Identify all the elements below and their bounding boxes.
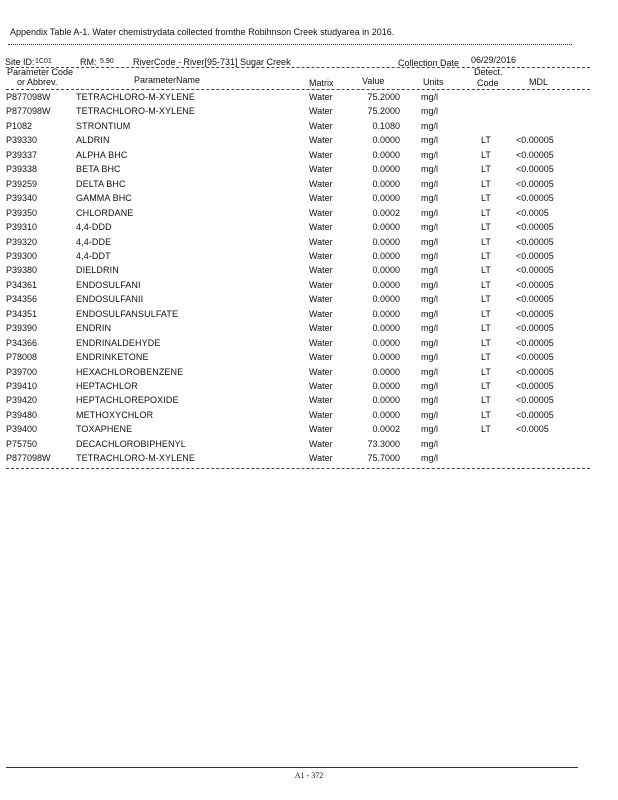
value-cell: 0.0002 [372, 207, 400, 218]
parameter-code-cell: P39259 [6, 178, 38, 189]
table-row [0, 265, 618, 279]
parameter-name-cell: TETRACHLORO-M-XYLENE [76, 106, 196, 117]
parameter-code-cell: P39300 [6, 250, 38, 261]
mdl-cell: <0.00005 [516, 294, 554, 305]
parameter-code-cell: P39410 [6, 381, 38, 391]
parameter-name-cell: TOXAPHENE [76, 424, 133, 435]
mdl-cell: <0.00005 [516, 222, 554, 233]
mdl-cell: <0.00005 [516, 250, 554, 261]
parameter-name-cell: 4,4-DDD [76, 222, 112, 233]
units-cell: mg/l [421, 438, 439, 449]
table-row [0, 251, 618, 265]
parameter-name-cell: HEPTACHLOR [76, 381, 138, 391]
parameter-code-cell: P39400 [6, 424, 38, 435]
parameter-name-cell: ENDRIN [76, 323, 112, 334]
units-cell: mg/l [421, 178, 439, 189]
table-row [0, 439, 618, 453]
table-row [0, 280, 618, 294]
parameter-code-cell: P34351 [6, 308, 38, 319]
value-cell: 0.0000 [372, 279, 400, 290]
parameter-name-cell: ENDRINALDEHYDE [76, 337, 161, 348]
matrix-cell: Water [309, 164, 333, 175]
mdl-cell: <0.00005 [516, 366, 554, 377]
parameter-code-cell: P39420 [6, 395, 38, 406]
detect-code-cell: LT [481, 236, 491, 247]
parameter-name-cell: DELTA BHC [76, 178, 126, 189]
value-cell: 0.0000 [372, 164, 400, 175]
units-cell: mg/l [421, 279, 439, 290]
detect-code-cell: LT [481, 337, 491, 348]
mdl-cell: <0.00005 [516, 352, 554, 363]
matrix-cell: Water [309, 236, 333, 247]
value-cell: 0.0000 [372, 352, 400, 363]
parameter-code-cell: P39390 [6, 323, 38, 334]
matrix-cell: Water [309, 279, 333, 290]
matrix-cell: Water [309, 395, 333, 406]
mdl-cell: <0.00005 [516, 149, 554, 160]
units-cell: mg/l [421, 424, 439, 435]
matrix-cell: Water [309, 106, 333, 117]
value-cell: 0.0000 [372, 265, 400, 276]
matrix-cell: Water [309, 453, 333, 464]
matrix-cell: Water [309, 323, 333, 334]
table-row [0, 193, 618, 207]
header-code-line1: Parameter Code [7, 67, 74, 77]
value-cell: 0.0000 [372, 366, 400, 377]
header-matrix: Matrix [309, 78, 334, 88]
collection-date-value: 06/29/2016 [471, 55, 517, 65]
mdl-cell: <0.00005 [516, 323, 554, 334]
value-cell: 73.3000 [367, 438, 400, 449]
header-value: Value [362, 76, 385, 86]
table-row [0, 410, 618, 424]
detect-code-cell: LT [481, 352, 491, 363]
value-cell: 0.0002 [372, 424, 400, 435]
site-id-label: Site ID: [5, 57, 35, 67]
detect-code-cell: LT [481, 294, 491, 305]
value-cell: 0.1080 [372, 120, 400, 131]
table-row [0, 323, 618, 337]
mdl-cell: <0.00005 [516, 279, 554, 290]
units-cell: mg/l [421, 250, 439, 261]
matrix-cell: Water [309, 135, 333, 146]
parameter-name-cell: ENDOSULFANII [76, 294, 144, 305]
table-row [0, 222, 618, 236]
detect-code-cell: LT [481, 193, 491, 204]
value-cell: 0.0000 [372, 236, 400, 247]
units-cell: mg/l [421, 265, 439, 276]
detect-code-cell: LT [481, 381, 491, 391]
parameter-name-cell: ALPHA BHC [76, 149, 128, 160]
mdl-cell: <0.00005 [516, 178, 554, 189]
table-row [0, 424, 618, 438]
value-cell: 0.0000 [372, 323, 400, 334]
value-cell: 0.0000 [372, 409, 400, 420]
units-cell: mg/l [421, 135, 439, 146]
parameter-code-cell: P39337 [6, 149, 38, 160]
value-cell: 0.0000 [372, 222, 400, 233]
parameter-code-cell: P877098W [6, 453, 51, 464]
matrix-cell: Water [309, 149, 333, 160]
site-id-value: 1C01 [35, 58, 52, 65]
parameter-code-cell: P34361 [6, 279, 38, 290]
parameter-name-cell: ENDOSULFANI [76, 279, 141, 290]
parameter-name-cell: HEXACHLOROBENZENE [76, 366, 184, 377]
table-row [0, 237, 618, 251]
matrix-cell: Water [309, 409, 333, 420]
matrix-cell: Water [309, 294, 333, 305]
value-cell: 0.0000 [372, 178, 400, 189]
parameter-name-cell: STRONTIUM [76, 120, 131, 131]
mdl-cell: <0.00005 [516, 409, 554, 420]
matrix-cell: Water [309, 381, 333, 391]
mdl-cell: <0.0005 [516, 207, 549, 218]
parameter-name-cell: ENDOSULFANSULFATE [76, 308, 179, 319]
units-cell: mg/l [421, 106, 439, 117]
value-cell: 0.0000 [372, 337, 400, 348]
header-units: Units [423, 77, 444, 87]
parameter-code-cell: P877098W [6, 92, 51, 102]
detect-code-cell: LT [481, 164, 491, 175]
value-cell: 0.0000 [372, 381, 400, 391]
table-row [0, 106, 618, 120]
parameter-code-cell: P34366 [6, 337, 38, 348]
parameter-name-cell: CHLORDANE [76, 207, 134, 218]
rm-value: 5.90 [100, 58, 114, 65]
parameter-code-cell: P39700 [6, 366, 38, 377]
parameter-name-cell: BETA BHC [76, 164, 121, 175]
value-cell: 0.0000 [372, 250, 400, 261]
units-cell: mg/l [421, 120, 439, 131]
mdl-cell: <0.0005 [516, 424, 549, 435]
mdl-cell: <0.00005 [516, 265, 554, 276]
matrix-cell: Water [309, 92, 333, 102]
matrix-cell: Water [309, 265, 333, 276]
table-row [0, 395, 618, 409]
parameter-name-cell: GAMMA BHC [76, 193, 132, 204]
units-cell: mg/l [421, 149, 439, 160]
table-row [0, 294, 618, 308]
units-cell: mg/l [421, 453, 439, 464]
table-bottom-divider [6, 468, 590, 469]
river-code: RiverCode - River[95-731] Sugar Creek [133, 57, 291, 67]
parameter-name-cell: ALDRIN [76, 135, 110, 146]
matrix-cell: Water [309, 250, 333, 261]
mdl-cell: <0.00005 [516, 135, 554, 146]
mdl-cell: <0.00005 [516, 381, 554, 391]
units-cell: mg/l [421, 294, 439, 305]
value-cell: 0.0000 [372, 149, 400, 160]
table-row [0, 135, 618, 149]
table-row [0, 381, 618, 395]
parameter-code-cell: P39340 [6, 193, 38, 204]
units-cell: mg/l [421, 381, 439, 391]
parameter-code-cell: P39338 [6, 164, 38, 175]
detect-code-cell: LT [481, 149, 491, 160]
value-cell: 75.2000 [367, 92, 400, 102]
footer-rule [6, 767, 578, 768]
table-row [0, 453, 618, 467]
mdl-cell: <0.00005 [516, 164, 554, 175]
units-cell: mg/l [421, 164, 439, 175]
parameter-code-cell: P75750 [6, 438, 38, 449]
header-detect-line2: Code [477, 78, 499, 88]
header-top-divider [6, 67, 590, 68]
units-cell: mg/l [421, 337, 439, 348]
parameter-code-cell: P877098W [6, 106, 51, 117]
matrix-cell: Water [309, 120, 333, 131]
parameter-code-cell: P1082 [6, 120, 33, 131]
units-cell: mg/l [421, 207, 439, 218]
detect-code-cell: LT [481, 135, 491, 146]
detect-code-cell: LT [481, 409, 491, 420]
detect-code-cell: LT [481, 323, 491, 334]
parameter-code-cell: P39330 [6, 135, 38, 146]
header-mdl: MDL [529, 77, 549, 87]
header-parameter-name: ParameterName [134, 75, 201, 85]
value-cell: 0.0000 [372, 395, 400, 406]
parameter-name-cell: DIELDRIN [76, 265, 119, 276]
matrix-cell: Water [309, 424, 333, 435]
value-cell: 0.0000 [372, 308, 400, 319]
title-divider [8, 44, 572, 45]
matrix-cell: Water [309, 308, 333, 319]
units-cell: mg/l [421, 193, 439, 204]
matrix-cell: Water [309, 178, 333, 189]
matrix-cell: Water [309, 366, 333, 377]
table-row [0, 338, 618, 352]
table-row [0, 121, 618, 135]
units-cell: mg/l [421, 366, 439, 377]
detect-code-cell: LT [481, 178, 491, 189]
parameter-name-cell: ENDRINKETONE [76, 352, 149, 363]
value-cell: 75.2000 [367, 106, 400, 117]
units-cell: mg/l [421, 222, 439, 233]
header-code-line2: or Abbrev. [17, 77, 58, 87]
matrix-cell: Water [309, 193, 333, 204]
value-cell: 75.7000 [367, 453, 400, 464]
table-row [0, 367, 618, 381]
value-cell: 0.0000 [372, 193, 400, 204]
units-cell: mg/l [421, 308, 439, 319]
parameter-code-cell: P34356 [6, 294, 38, 305]
mdl-cell: <0.00005 [516, 308, 554, 319]
parameter-code-cell: P39310 [6, 222, 38, 233]
table-row [0, 164, 618, 178]
collection-date-label: Collection Date [398, 58, 460, 68]
detect-code-cell: LT [481, 265, 491, 276]
detect-code-cell: LT [481, 250, 491, 261]
parameter-code-cell: P39320 [6, 236, 38, 247]
mdl-cell: <0.00005 [516, 337, 554, 348]
units-cell: mg/l [421, 323, 439, 334]
units-cell: mg/l [421, 409, 439, 420]
rm-label: RM: [80, 57, 97, 67]
parameter-name-cell: TETRACHLORO-M-XYLENE [76, 92, 196, 102]
table-row [0, 179, 618, 193]
detect-code-cell: LT [481, 207, 491, 218]
detect-code-cell: LT [481, 222, 491, 233]
page-number: A1 - 372 [294, 771, 324, 780]
table-row [0, 309, 618, 323]
parameter-code-cell: P39380 [6, 265, 38, 276]
parameter-code-cell: P78008 [6, 352, 38, 363]
table-row [0, 92, 618, 106]
value-cell: 0.0000 [372, 294, 400, 305]
table-row [0, 208, 618, 222]
header-bottom-divider [6, 89, 590, 90]
value-cell: 0.0000 [372, 135, 400, 146]
mdl-cell: <0.00005 [516, 193, 554, 204]
table-row [0, 352, 618, 366]
parameter-code-cell: P39480 [6, 409, 38, 420]
matrix-cell: Water [309, 207, 333, 218]
matrix-cell: Water [309, 337, 333, 348]
parameter-name-cell: METHOXYCHLOR [76, 409, 154, 420]
parameter-code-cell: P39350 [6, 207, 38, 218]
parameter-name-cell: 4,4-DDE [76, 236, 112, 247]
units-cell: mg/l [421, 236, 439, 247]
detect-code-cell: LT [481, 279, 491, 290]
table-row [0, 150, 618, 164]
units-cell: mg/l [421, 395, 439, 406]
matrix-cell: Water [309, 352, 333, 363]
parameter-name-cell: DECACHLOROBIPHENYL [76, 438, 186, 449]
parameter-name-cell: 4,4-DDT [76, 250, 111, 261]
header-detect-line1: Detect. [474, 67, 503, 77]
matrix-cell: Water [309, 222, 333, 233]
detect-code-cell: LT [481, 366, 491, 377]
units-cell: mg/l [421, 352, 439, 363]
table-title: Appendix Table A-1. Water chemistrydata collected fromthe Robihnson Creek studyarea in 2016. [10, 27, 395, 37]
parameter-name-cell: HEPTACHLOREPOXIDE [76, 395, 179, 406]
matrix-cell: Water [309, 438, 333, 449]
detect-code-cell: LT [481, 395, 491, 406]
detect-code-cell: LT [481, 424, 491, 435]
mdl-cell: <0.00005 [516, 395, 554, 406]
parameter-name-cell: TETRACHLORO-M-XYLENE [76, 453, 196, 464]
units-cell: mg/l [421, 92, 439, 102]
detect-code-cell: LT [481, 308, 491, 319]
mdl-cell: <0.00005 [516, 236, 554, 247]
